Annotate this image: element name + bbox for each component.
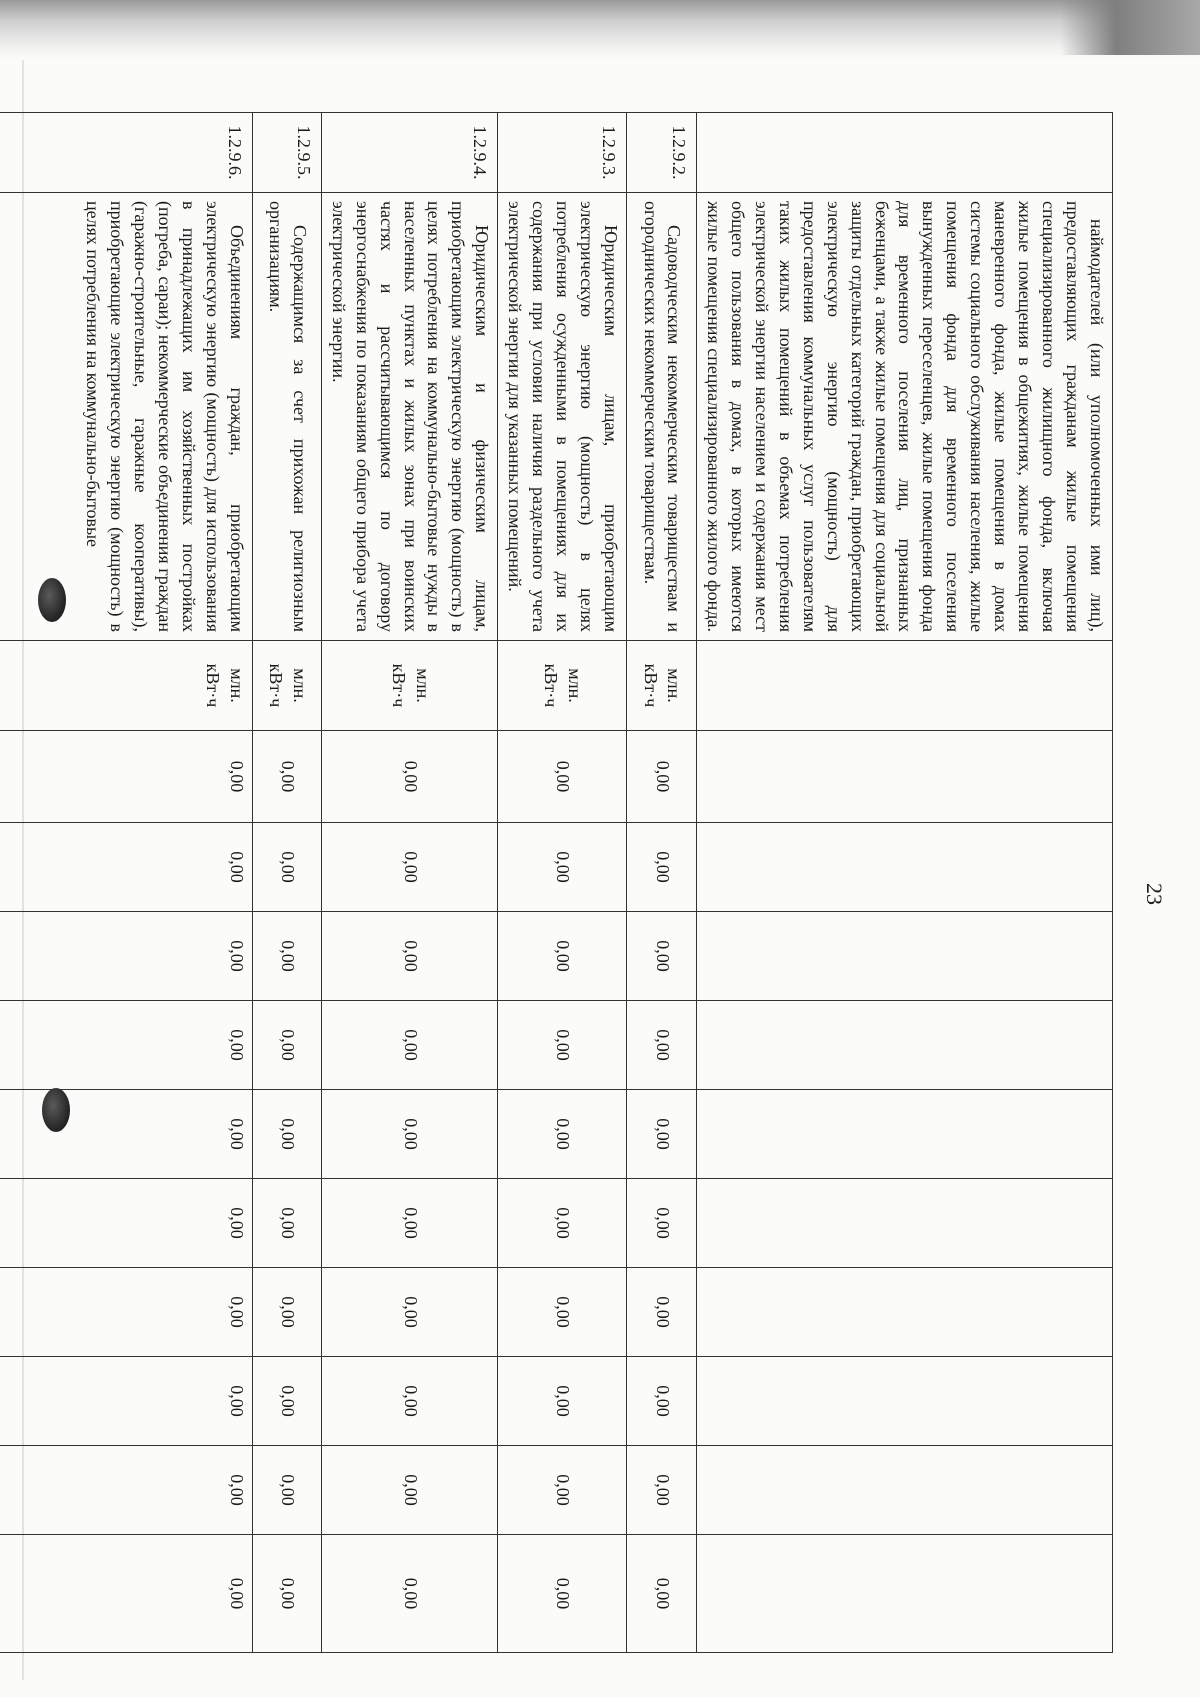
value-cell: 0,00 xyxy=(498,1535,627,1653)
value-cell: 0,00 xyxy=(321,1268,498,1357)
value-cell xyxy=(697,1268,1113,1357)
value-cell: 0,00 xyxy=(627,1268,697,1357)
value-cell: 0,00 xyxy=(321,731,498,823)
value-cell: 0,00 xyxy=(627,731,697,823)
value-cell: 0,00 xyxy=(0,1179,252,1268)
value-cell: 0,00 xyxy=(252,1357,321,1446)
row-description-text: наймодателей (или уполномоченных ими лиц), предоставляющих гражданам жилые помещения специализированного жилищного фонда, включая жилые помещения в общежитиях, жилые помещения маневренного фонда, жилые помещения в домах системы социального обслуживания населения, жилые помещения фонда для временного поселения вынужденных переселенцев, жилые помещения фонда для временного поселения лиц, признанных беженцами, а также жилые помещения для социальной защиты отдельных категорий граждан, приобретающих электрическую энергию (мощность) для предоставления коммунальных услуг пользователям таких жилых помещений в объемах потребления электрической энергии населением и содержания мест общего пользования в домах, в которых имеются жилые помещения специализированного жилого фонда. xyxy=(704,201,1107,632)
row-description-text: Юридическим и физическим лицам, приобретающим электрическую энергию (мощность) в целях потребления на коммунально-бытовые нужды в населенных пунктах и жилых зонах при воинских частях и рассчитывающимся по договору энергоснабжения по показаниям общего прибора учета электрической энергии. xyxy=(328,201,493,632)
value-cell: 0,00 xyxy=(321,1179,498,1268)
row-description xyxy=(252,193,321,641)
scan-shadow-top xyxy=(0,0,1200,60)
value-cell: 0,00 xyxy=(498,1090,627,1179)
row-unit: млн. кВт·ч xyxy=(321,641,498,731)
value-cell: 0,00 xyxy=(252,823,321,912)
value-cell: 0,00 xyxy=(627,1001,697,1090)
table-row xyxy=(498,113,627,1653)
value-cell: 0,00 xyxy=(627,1357,697,1446)
value-cell: 0,00 xyxy=(0,1446,252,1535)
value-cell: 0,00 xyxy=(252,1090,321,1179)
value-cell: 0,00 xyxy=(498,1357,627,1446)
value-cell: 0,00 xyxy=(0,1001,252,1090)
value-cell: 0,00 xyxy=(627,1179,697,1268)
value-cell: 0,00 xyxy=(0,1268,252,1357)
value-cell xyxy=(697,1090,1113,1179)
row-description xyxy=(321,193,498,641)
row-description-text: Содержащимся за счет прихожан религиозным организациям. xyxy=(265,201,310,632)
value-cell xyxy=(697,1446,1113,1535)
value-cell xyxy=(697,1357,1113,1446)
value-cell: 0,00 xyxy=(0,823,252,912)
table-row xyxy=(321,113,498,1653)
row-description-text: Объединениям граждан, приобретающим электрическую энергию (мощность) для использования в принадлежащих им хозяйственных постройках (погреба, сараи); некоммерческие объединения граждан (гаражно-строительные, гаражные кооперативы), приобретающие электрическую энергию (мощность) в целях потребления на коммунально-бытовые xyxy=(83,201,247,632)
page-number: 23 xyxy=(1142,883,1167,905)
table-row xyxy=(697,113,1113,1653)
rotated-page xyxy=(83,112,1167,1652)
scan-shadow-corner xyxy=(1060,0,1200,55)
value-cell: 0,00 xyxy=(498,731,627,823)
row-code xyxy=(697,113,1113,193)
value-cell: 0,00 xyxy=(0,912,252,1001)
value-cell: 0,00 xyxy=(498,1179,627,1268)
value-cell: 0,00 xyxy=(498,823,627,912)
value-cell: 0,00 xyxy=(321,1090,498,1179)
table-body xyxy=(0,113,1113,1653)
value-cell: 0,00 xyxy=(321,1357,498,1446)
value-cell: 0,00 xyxy=(627,1535,697,1653)
value-cell: 0,00 xyxy=(252,1001,321,1090)
value-cell: 0,00 xyxy=(627,823,697,912)
row-unit: млн. кВт·ч xyxy=(498,641,627,731)
row-code: 1.2.9.4. xyxy=(321,113,498,193)
row-code: 1.2.9.5. xyxy=(252,113,321,193)
value-cell: 0,00 xyxy=(498,1446,627,1535)
value-cell xyxy=(697,1001,1113,1090)
table-row xyxy=(627,113,697,1653)
value-cell: 0,00 xyxy=(0,1090,252,1179)
row-unit: млн. кВт·ч xyxy=(627,641,697,731)
value-cell: 0,00 xyxy=(498,1268,627,1357)
table-row xyxy=(252,113,321,1653)
row-description xyxy=(0,193,252,641)
row-description xyxy=(697,193,1113,641)
value-cell xyxy=(697,1179,1113,1268)
value-cell: 0,00 xyxy=(321,1446,498,1535)
value-cell: 0,00 xyxy=(0,1535,252,1653)
value-cell: 0,00 xyxy=(498,912,627,1001)
value-cell xyxy=(697,1535,1113,1653)
row-code: 1.2.9.3. xyxy=(498,113,627,193)
value-cell xyxy=(697,823,1113,912)
row-code: 1.2.9.6. xyxy=(0,113,252,193)
value-cell: 0,00 xyxy=(252,1179,321,1268)
row-unit xyxy=(697,641,1113,731)
value-cell: 0,00 xyxy=(0,731,252,823)
value-cell: 0,00 xyxy=(252,1446,321,1535)
row-unit: млн. кВт·ч xyxy=(0,641,252,731)
value-cell: 0,00 xyxy=(252,912,321,1001)
value-cell: 0,00 xyxy=(627,1446,697,1535)
value-cell: 0,00 xyxy=(321,912,498,1001)
tariff-table xyxy=(0,112,1113,1653)
row-description-text: Садоводческим некоммерческим товариществам и огороднических некоммерческим товариществам. xyxy=(640,201,685,632)
value-cell: 0,00 xyxy=(0,1357,252,1446)
value-cell: 0,00 xyxy=(321,1535,498,1653)
value-cell: 0,00 xyxy=(252,731,321,823)
row-description xyxy=(498,193,627,641)
row-code: 1.2.9.2. xyxy=(627,113,697,193)
value-cell: 0,00 xyxy=(498,1001,627,1090)
row-unit: млн. кВт·ч xyxy=(252,641,321,731)
value-cell: 0,00 xyxy=(627,912,697,1001)
table-row xyxy=(0,113,252,1653)
value-cell: 0,00 xyxy=(321,1001,498,1090)
value-cell xyxy=(697,731,1113,823)
value-cell: 0,00 xyxy=(252,1535,321,1653)
value-cell: 0,00 xyxy=(321,823,498,912)
value-cell: 0,00 xyxy=(627,1090,697,1179)
row-description-text: Юридическим лицам, приобретающим электрическую энергию (мощность) в целях потребления осужденными в помещениях для их содержания при условии наличия раздельного учета электрической энергии для указанных помещений. xyxy=(505,201,622,632)
value-cell xyxy=(697,912,1113,1001)
row-description xyxy=(627,193,697,641)
value-cell: 0,00 xyxy=(252,1268,321,1357)
